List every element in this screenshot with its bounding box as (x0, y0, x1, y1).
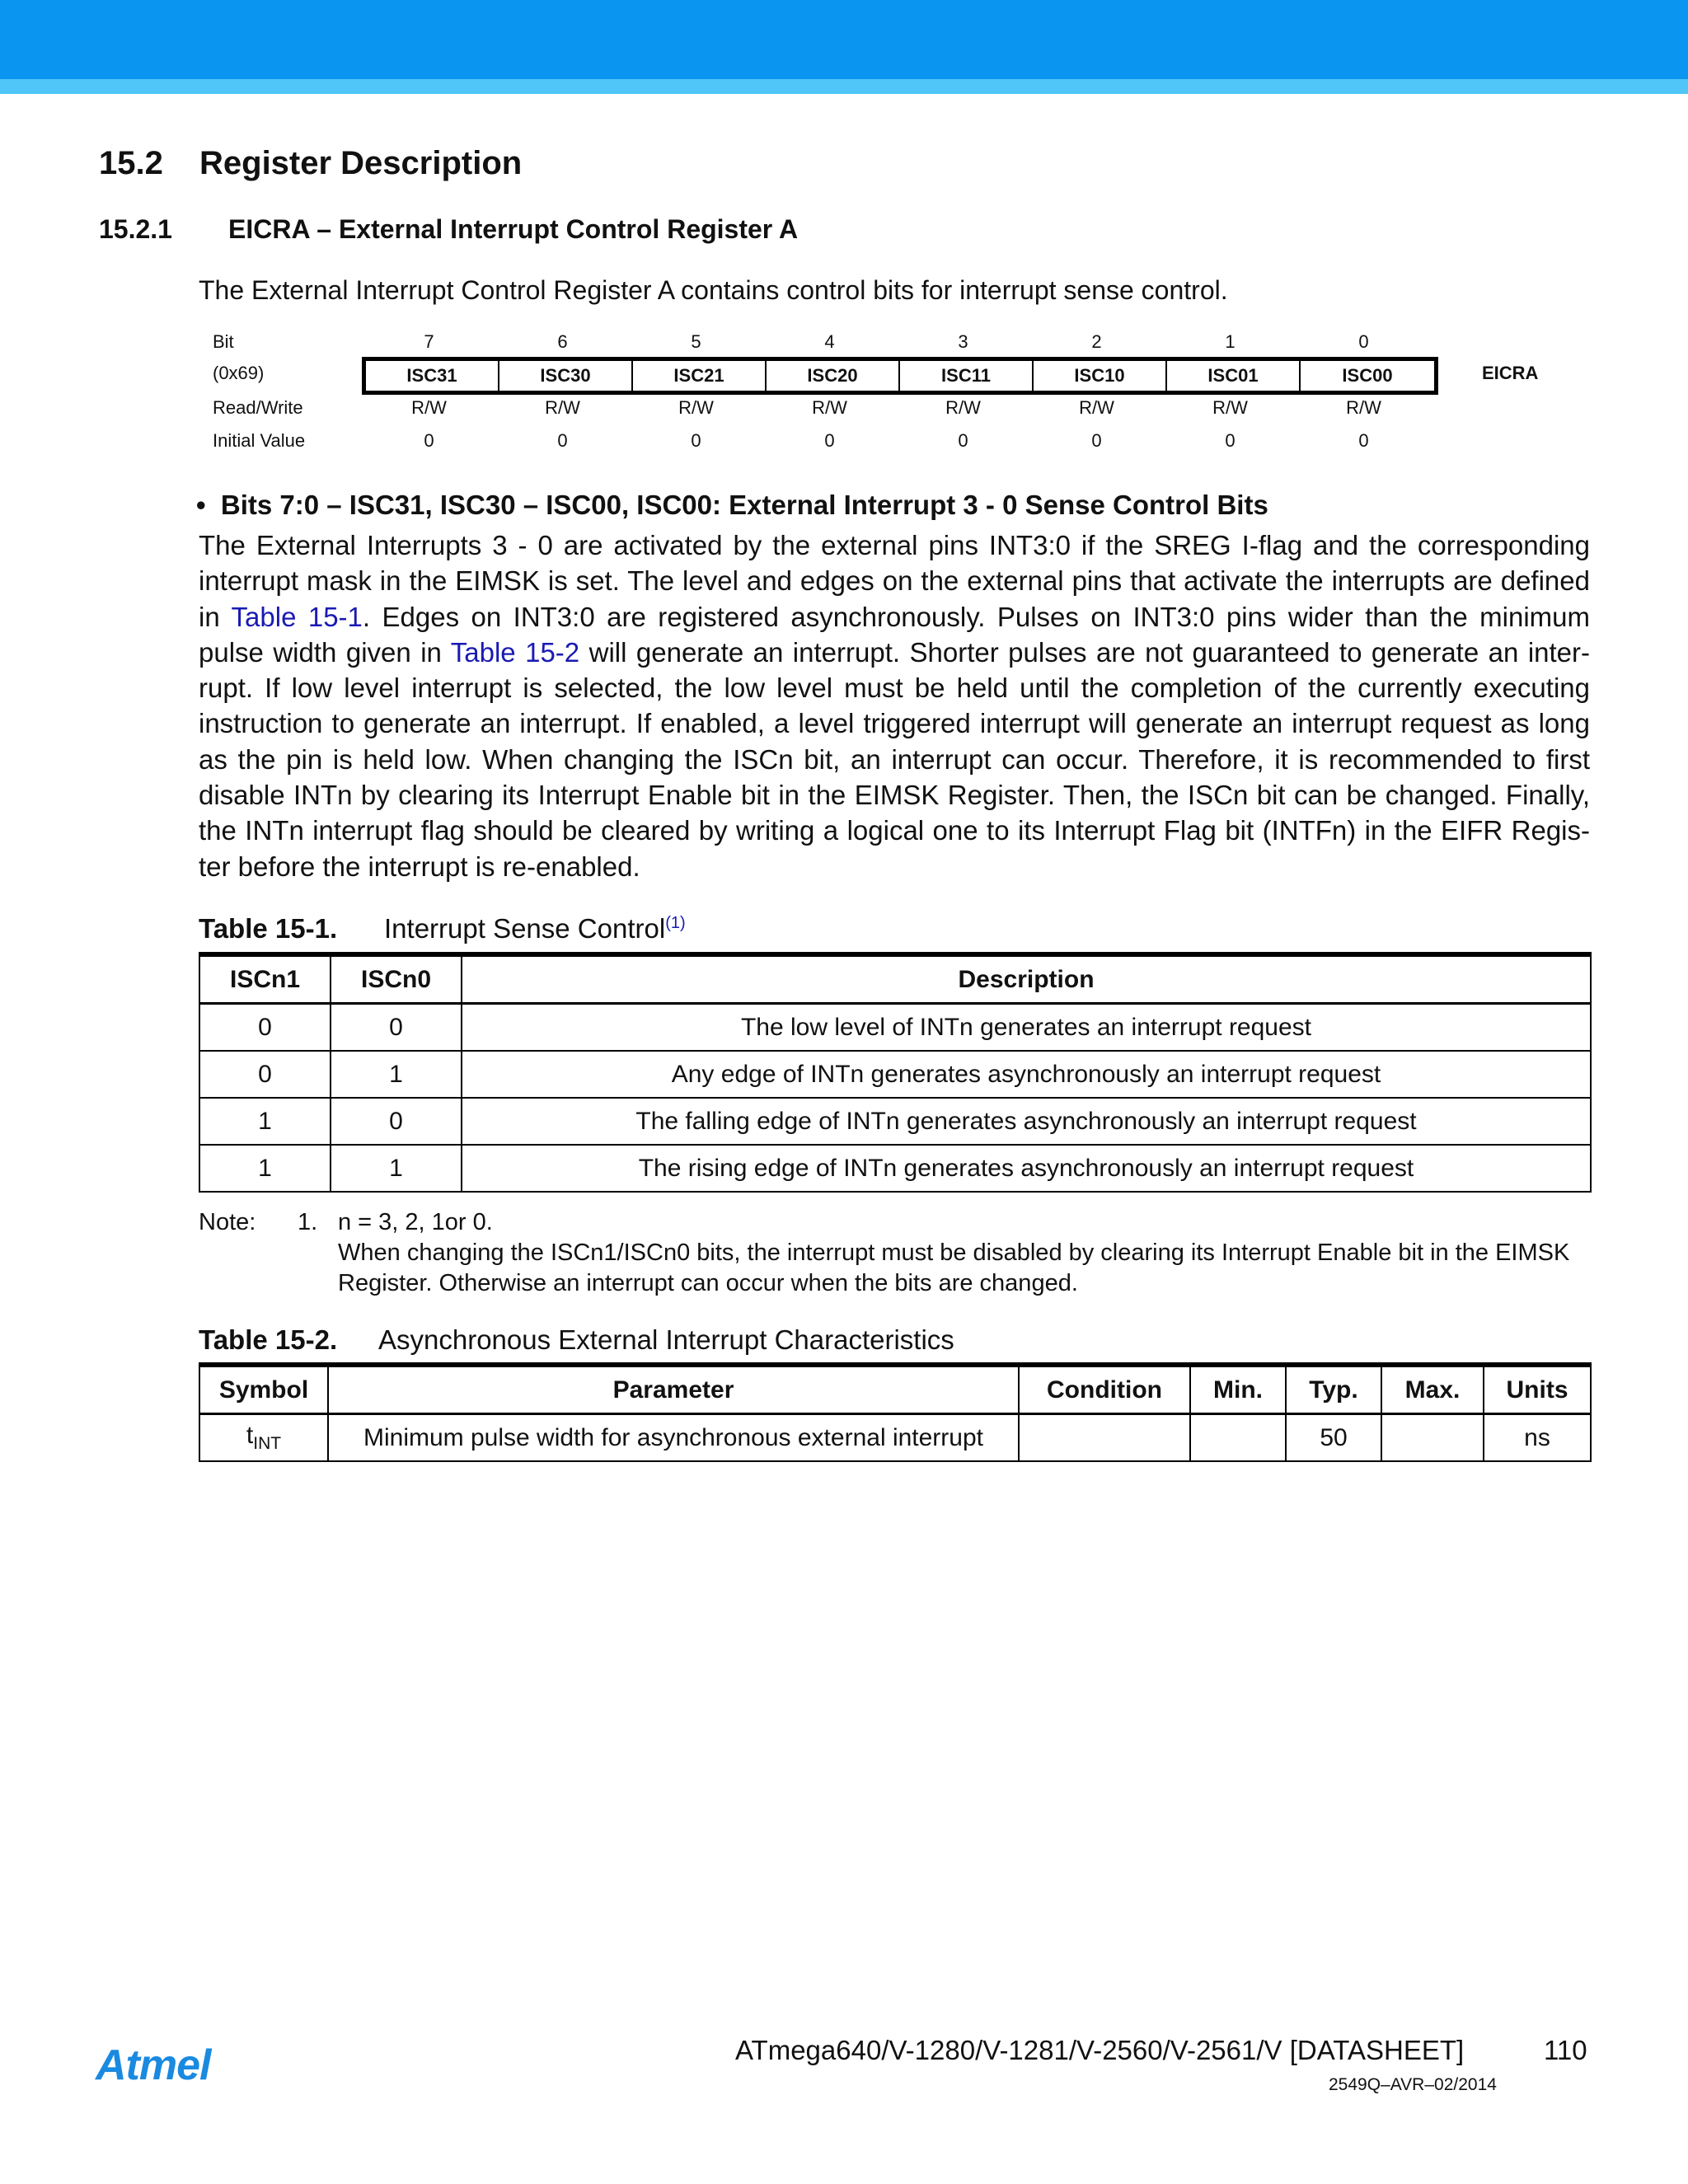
table2-title: Asynchronous External Interrupt Characteristics (378, 1324, 954, 1355)
header-iscn0: ISCn0 (331, 954, 462, 1004)
cell: 0 (331, 1004, 462, 1052)
rw-value: R/W (545, 397, 580, 418)
table-row (199, 1145, 1591, 1192)
init-value: 0 (691, 430, 701, 451)
cell: The low level of INTn generates an interrupt request (462, 1004, 1591, 1052)
section-number: 15.2 (99, 145, 163, 181)
table-row (199, 1004, 1591, 1052)
table-header-row (199, 1365, 1591, 1414)
header-typ: Typ. (1286, 1365, 1381, 1414)
bit-number: 6 (557, 331, 568, 352)
bit-number: 1 (1225, 331, 1236, 352)
subsection-number: 15.2.1 (99, 214, 172, 244)
note-line-1: n = 3, 2, 1or 0. (338, 1209, 493, 1235)
field-isc20: ISC20 (767, 361, 900, 391)
table-header-row (199, 954, 1591, 1004)
init-value: 0 (958, 430, 968, 451)
cell: Any edge of INTn generates asynchronously an interrupt request (462, 1051, 1591, 1098)
bit-number: 2 (1091, 331, 1102, 352)
footer-doc-title: ATmega640/V-1280/V-1281/V-2560/V-2561/V [DATASHEET] (735, 2035, 1465, 2065)
bit-number: 0 (1358, 331, 1369, 352)
field-isc00: ISC00 (1342, 365, 1393, 386)
atmel-logo: Atmel (96, 2041, 211, 2089)
subsection-heading (99, 214, 798, 245)
register-address: (0x69) (213, 363, 265, 383)
cell-parameter: Minimum pulse width for asynchronous external interrupt (328, 1414, 1019, 1462)
table-row (199, 1414, 1591, 1462)
paragraph-part: The External Interrupts 3 - 0 are activated by the external pins INT3:0 if the SREG I-flag and the corresponding interrupt mask in the EIMSK is set. The level and edges on the external pins that activate the interrupts are defined in (199, 530, 1590, 632)
cell: 0 (331, 1098, 462, 1145)
body-paragraph (199, 527, 1590, 884)
bullet-text: Bits 7:0 – ISC31, ISC30 – ISC00, ISC00: External Interrupt 3 - 0 Sense Control Bits (220, 490, 1268, 520)
cell: 0 (199, 1051, 331, 1098)
header-iscn1: ISCn1 (199, 954, 331, 1004)
paragraph-part: . Edges on INT3:0 are registered asynchronously. Pulses on INT3:0 pins wider than the minimum pulse width given in (199, 601, 1590, 668)
init-value: 0 (824, 430, 835, 451)
table1-label: Table 15-1. (199, 913, 338, 944)
field-isc01: ISC01 (1167, 361, 1301, 391)
header-units: Units (1484, 1365, 1591, 1414)
note-label: Note: (199, 1209, 256, 1235)
paragraph-part: will generate an interrupt. Shorter pulses are not guaranteed to generate an inter-rupt. If low level interrupt is selected, the low level must be held until the completion of the currently executing instruction to generate an interrupt. If enabled, a level triggered interrupt will generate an interrupt request as long as the pin is held low. When changing the ISCn bit, an interrupt can occur. Therefore, it is recommended to first disable INTn by clearing its Interrupt Enable bit in the EIMSK Register. Then, the ISCn bit can be changed. Finally, the INTn interrupt flag should be cleared by writing a logical one to its Interrupt Flag bit (INTFn) in the EIFR Regis-ter before the interrupt is re-enabled. (199, 636, 1590, 882)
rw-value: R/W (1346, 397, 1381, 418)
field-isc11: ISC11 (900, 361, 1034, 391)
note-text (338, 1207, 1624, 1299)
register-init-row (213, 424, 1597, 457)
init-value: 0 (424, 430, 434, 451)
table1-footnote-ref[interactable]: (1) (665, 914, 686, 932)
bit-label: Bit (213, 331, 234, 352)
init-value: 0 (1225, 430, 1236, 451)
init-label: Initial Value (213, 430, 306, 451)
bit-number: 3 (958, 331, 968, 352)
header-condition: Condition (1019, 1365, 1190, 1414)
cell: 0 (199, 1004, 331, 1052)
register-bit-row (213, 326, 1597, 359)
init-value: 0 (1091, 430, 1102, 451)
cell: 1 (331, 1145, 462, 1192)
init-value: 0 (557, 430, 568, 451)
cell-min (1190, 1414, 1286, 1462)
table1-title: Interrupt Sense Control (384, 913, 666, 944)
rw-value: R/W (1212, 397, 1248, 418)
header-max: Max. (1381, 1365, 1484, 1414)
rw-value: R/W (812, 397, 847, 418)
bit-description-heading: • Bits 7:0 – ISC31, ISC30 – ISC00, ISC00: External Interrupt 3 - 0 Sense Control Bits (196, 490, 1268, 520)
table-row (199, 1098, 1591, 1145)
footer-doc-code: 2549Q–AVR–02/2014 (1329, 2075, 1497, 2094)
symbol-subscript: INT (253, 1434, 282, 1453)
header-bar (0, 0, 1688, 79)
field-isc21: ISC21 (633, 361, 767, 391)
cell-condition (1019, 1414, 1190, 1462)
cell: 1 (199, 1098, 331, 1145)
rw-value: R/W (678, 397, 714, 418)
cell: The rising edge of INTn generates asynchronously an interrupt request (462, 1145, 1591, 1192)
cell-max (1381, 1414, 1484, 1462)
header-symbol: Symbol (199, 1365, 328, 1414)
link-table-15-2[interactable]: Table 15-2 (450, 636, 580, 668)
footer-page-number: 110 (1544, 2035, 1587, 2065)
field-isc30: ISC30 (499, 361, 633, 391)
table2-label: Table 15-2. (199, 1324, 338, 1355)
header-stripe (0, 79, 1688, 94)
section-heading (99, 145, 522, 182)
register-name: EICRA (1482, 363, 1539, 383)
field-isc10: ISC10 (1034, 361, 1167, 391)
register-box (362, 357, 1438, 395)
register-field-row (213, 357, 1597, 390)
bit-number: 4 (824, 331, 835, 352)
cell: The falling edge of INTn generates asynchronously an interrupt request (462, 1098, 1591, 1145)
cell: 1 (331, 1051, 462, 1098)
cell-symbol (199, 1414, 328, 1462)
bit-number: 5 (691, 331, 701, 352)
subsection-title: EICRA – External Interrupt Control Register A (228, 214, 799, 244)
field-isc31: ISC31 (366, 361, 499, 391)
cell-units: ns (1484, 1414, 1591, 1462)
intro-text: The External Interrupt Control Register A contains control bits for interrupt sense control. (199, 275, 1228, 305)
rw-value: R/W (945, 397, 981, 418)
section-title: Register Description (199, 145, 523, 181)
header-min: Min. (1190, 1365, 1286, 1414)
note-number: 1. (298, 1209, 318, 1235)
rw-value: R/W (1079, 397, 1114, 418)
table2-caption (199, 1324, 954, 1356)
note-line-2: When changing the ISCn1/ISCn0 bits, the interrupt must be disabled by clearing its Interrupt Enable bit in the EIMSK Register. Otherwise an interrupt can occur when the bits are changed. (338, 1240, 1570, 1296)
table-interrupt-sense-control (199, 952, 1592, 1193)
bit-number: 7 (424, 331, 434, 352)
cell: 1 (199, 1145, 331, 1192)
table-row (199, 1051, 1591, 1098)
header-description: Description (462, 954, 1591, 1004)
register-rw-row (213, 391, 1597, 424)
init-value: 0 (1358, 430, 1369, 451)
symbol-t: t (246, 1422, 254, 1449)
table-async-interrupt-characteristics (199, 1362, 1592, 1462)
rw-label: Read/Write (213, 397, 303, 418)
link-table-15-1[interactable]: Table 15-1 (231, 601, 363, 632)
cell-typ: 50 (1286, 1414, 1381, 1462)
header-parameter: Parameter (328, 1365, 1019, 1414)
rw-value: R/W (411, 397, 447, 418)
table1-caption (199, 913, 686, 944)
